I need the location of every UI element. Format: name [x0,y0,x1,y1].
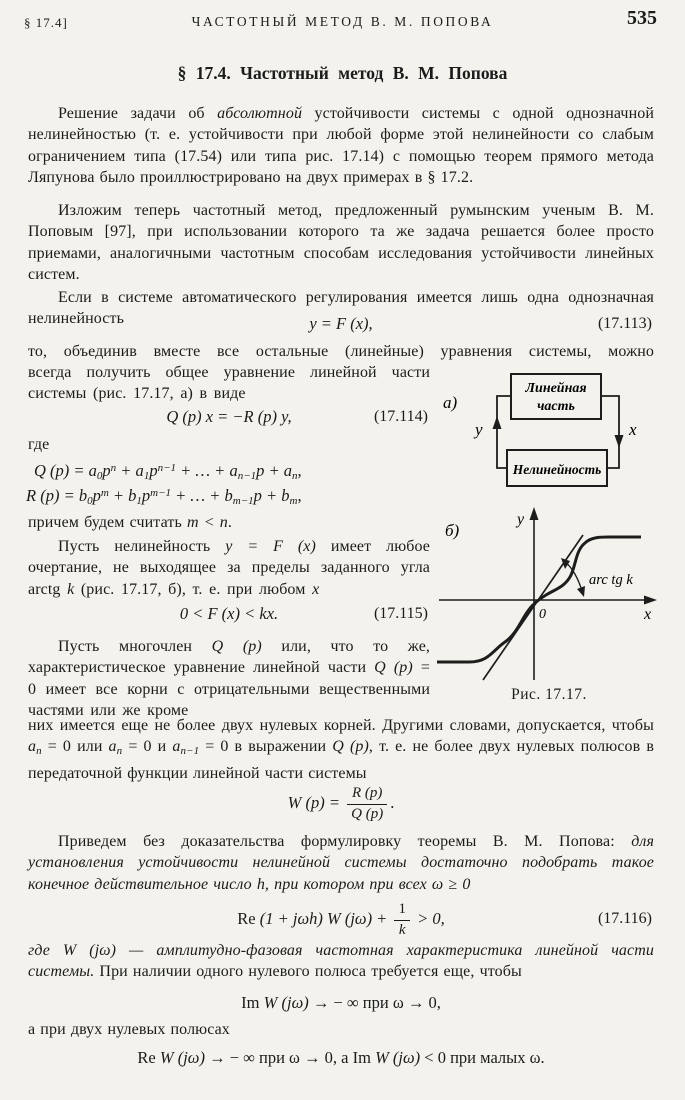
equation-17-115 [28,602,430,626]
paragraph-7-narrow: Пусть многочлен Q (p) или, что то же, характеристическое уравнение линейной части Q (p) = 0 имеет все корни с отрицательными вещественными частями или же кроме [28,638,430,720]
paragraph-4-narrow: всегда получить общее уравнение линейной части системы (рис. 17.17, а) в виде [28,364,430,403]
paragraph-3: Если в системе автоматического регулирования имеется лишь одна однозначная нелинейность [28,289,654,328]
signal-x-label: x [629,420,637,439]
paragraph-4-full-line: то, объединив вместе все остальные (линейные) уравнения системы, можно [28,343,654,360]
equation-17-114-body: Q (p) x = −R (p) y, [166,407,292,426]
linear-part-label-line1: Линейная [525,381,587,396]
arc-arrow-bottom-icon [577,586,585,597]
figure-17-17 [433,366,665,718]
figure-label-a: а) [443,393,458,412]
linear-part-label-line2: часть [537,399,575,414]
header-running-title: ЧАСТОТНЫЙ МЕТОД В. М. ПОПОВА [191,14,494,29]
arrow-down-icon [615,435,624,448]
equation-re-condition: Re W (jω) → − ∞ при ω → 0, а Im W (jω) < 0 при малых ω. [137,1048,545,1067]
figure-caption: Рис. 17.17. [511,686,587,703]
equation-17-116: Re (1 + jωh) W (jω) + $\frac{1}{k}$ > 0, (17.116) [237,901,652,938]
block-diagram [433,366,665,500]
equation-17-115-number: (17.115) [373,605,428,622]
equation-17-114-number: (17.114) [373,408,428,425]
header-page-number: 535 [627,7,657,29]
paragraph-9: где W (jω) — амплитудно-фазовая частотная характеристика линейной части системы. При наличии одного нулевого полюса требуется еще, чтобы [28,942,654,981]
angle-label: arc tg k [589,572,633,588]
equation-q-polynomial: Q $(p) = a_0p^n + a_1p^{n-1}$ + … + $a_{n-1}p + a_n$, [34,461,302,482]
feedback-line-left [497,396,511,468]
header-section-marker: § 17.4] [24,15,68,30]
eq-w-fraction: $\frac{R (p)}{Q (p)}$ [347,785,387,823]
eq-r-lhs: R (p) = b [26,486,88,505]
paragraph-5: причем будем считать m < n. [28,514,232,531]
figure-label-b: б) [445,521,460,540]
eq-116-fraction: $\frac{1}{k}$ [394,901,410,939]
signal-y-label: y [475,420,483,439]
paragraph-1-emphasis: абсолютной [217,105,303,122]
paragraph-1 [28,103,654,189]
graph-x-label: x [644,606,652,623]
where-label: где [28,436,50,453]
equation-17-114 [28,405,430,429]
section-title: § 17.4. Частотный метод В. М. Попова [177,63,508,83]
paragraph-8-theorem: Приведем без доказательства формулировку теоремы В. М. Попова: для установления устойчивости нелинейной системы достаточно подобрать такое конечное действительное число h, при котором при всех ω ≥ 0 [28,833,654,893]
nonlinearity-label: Нелинейность [512,462,602,477]
x-axis-arrow-icon [644,596,657,605]
equation-17-113-body: y = F (x), [309,314,373,333]
feedback-line-right [601,396,619,468]
eq-116-re: Re [237,909,260,928]
eq-q-lhs: Q (p) = a [34,461,97,480]
equation-transfer-function: W (p) = $\frac{R (p)}{Q (p)}$ . [287,785,395,822]
equation-17-116-number: (17.116) [597,910,652,927]
paragraph-2: Изложим теперь частотный метод, предложенный румынским ученым В. М. Поповым [97], при использовании которого та же задача решается более просто приемами, аналогичными частотным способам исследования устойчивости линейных систем. [28,202,654,284]
paragraph-6: Пусть нелинейность y = F (x) имеет любое очертание, не выходящее за пределы заданного угла arctg k (рис. 17.17, б), т. е. при любом x [28,538,430,598]
paragraph-1-text: Решение задачи об [58,105,218,122]
arrow-up-icon [493,416,502,429]
graph-y-label: y [517,511,525,528]
paragraph-1-text-cont: устойчивости системы с одной однозначной нелинейностью (т. е. устойчивости при любой форме этой нелинейности со слабым ограничением типа (17.54) или типа рис. 17.14) с помощью теорем прямого метода Ляпунова было проиллюстрировано на двух примерах в § 17.2. [28,105,654,187]
paragraph-7-full: них имеется еще не более двух нулевых корней. Другими словами, допускается, чтобы $a_n = 0$ или $a_n = 0$ и $a_{n-1} = 0$ в выражении Q (p), т. е. не более двух нулевых полюсов в передаточной функции линейной части системы [28,717,654,782]
eq-w-lhs: W (p) = [287,793,345,812]
equation-17-115-body: 0 < F (x) < kx. [179,604,279,623]
y-axis-arrow-icon [530,507,539,520]
equation-r-polynomial: R $(p) = b_0p^m + b_1p^{m-1}$ + … + $b_{m-1}p + b_m$, [26,486,302,507]
paragraph-10: а при двух нулевых полюсах [28,1021,230,1038]
origin-label: 0 [539,607,546,622]
slope-k-line [483,535,583,680]
equation-17-113-number: (17.113) [597,315,652,332]
equation-im-condition: Im W (jω) → − ∞ при ω → 0, [241,993,441,1012]
equation-17-113 [28,312,654,336]
nonlinearity-graph [433,504,665,686]
